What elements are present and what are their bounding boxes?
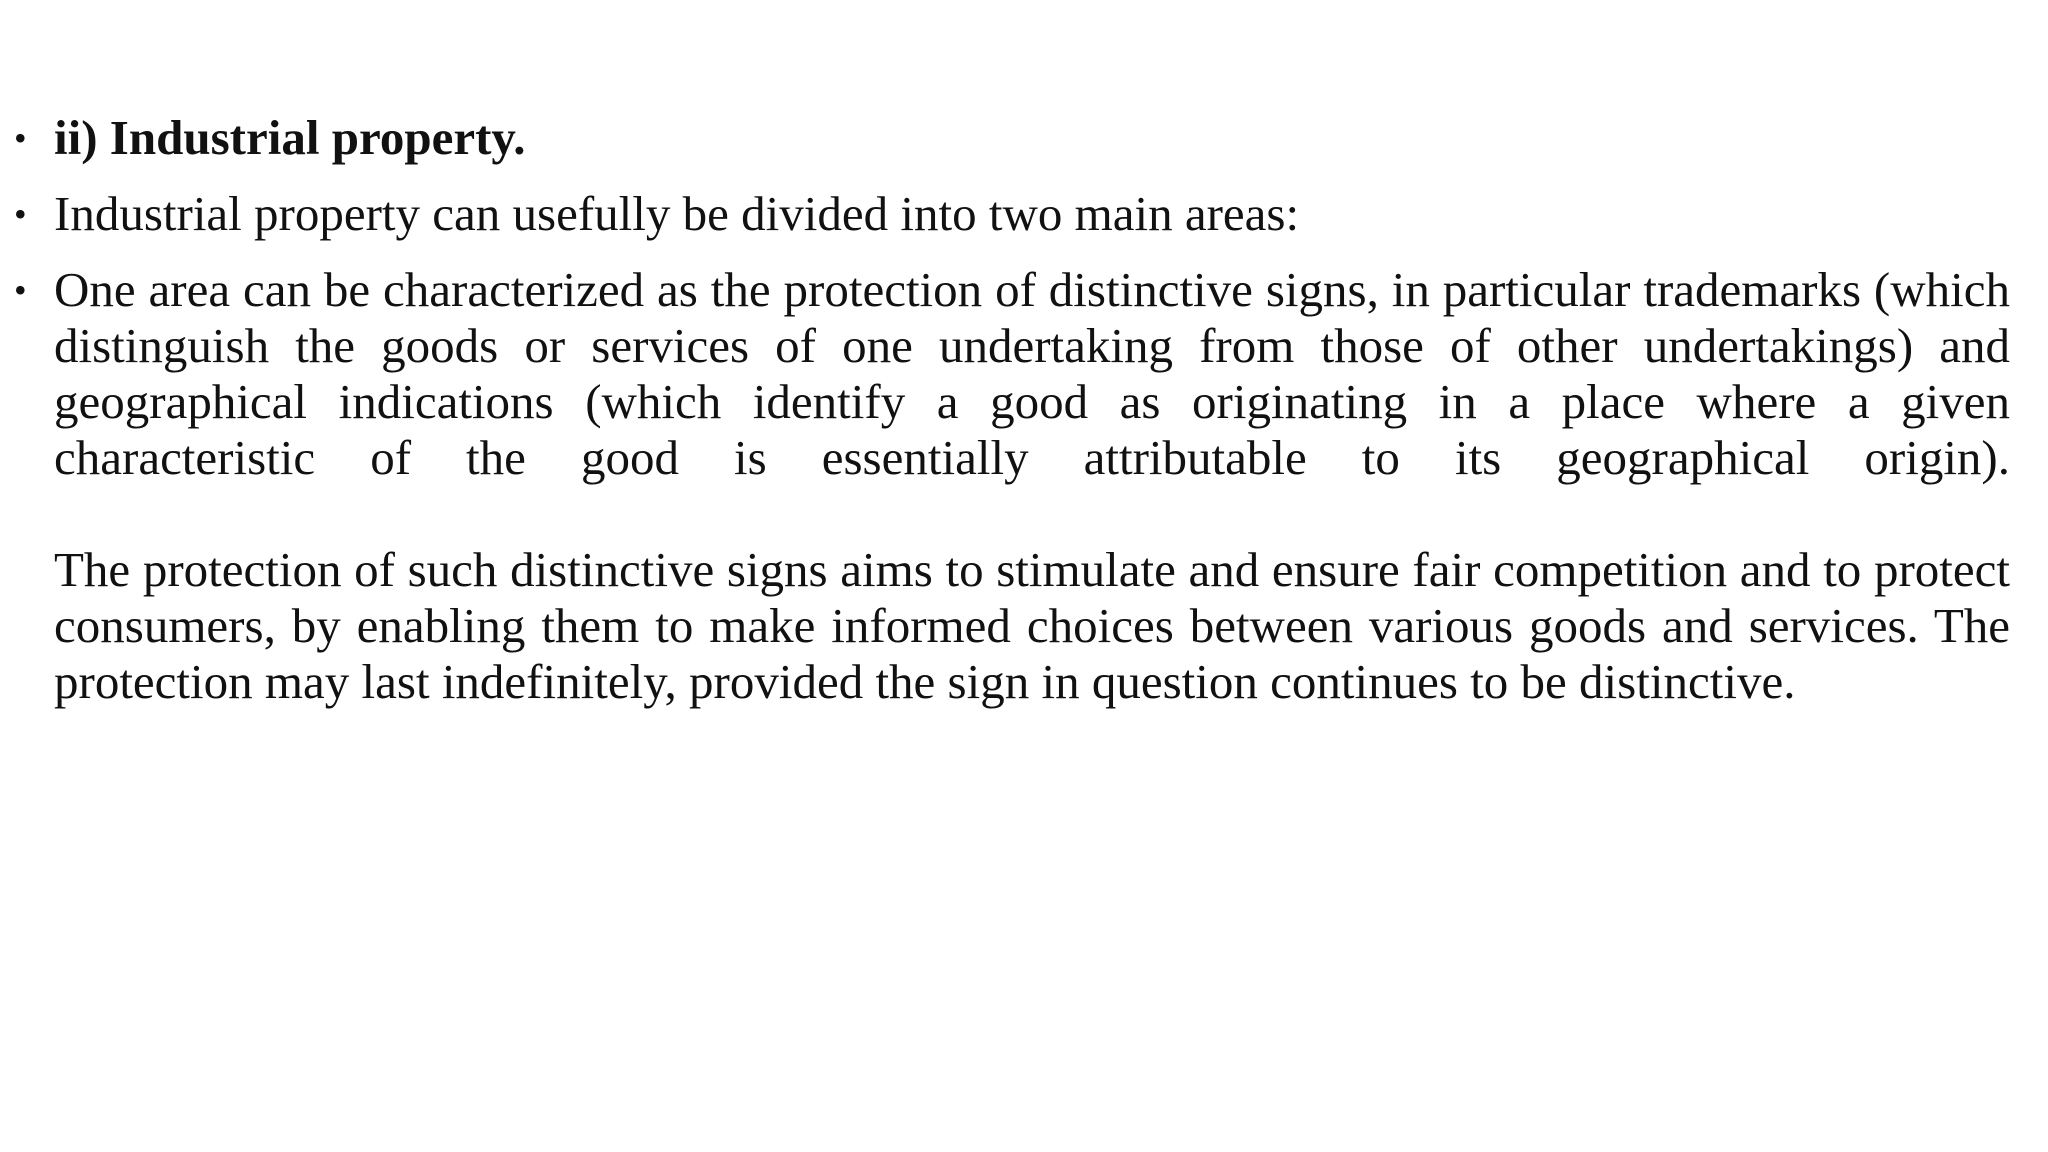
bullet-list	[14, 110, 2010, 730]
bullet-dot-icon: •	[14, 194, 27, 234]
intro-text: Industrial property can usefully be divided into two main areas:	[54, 186, 1300, 241]
bullet-dot-icon: •	[14, 270, 27, 310]
bullet-item-distinctive-signs	[14, 262, 2010, 710]
bullet-item-intro	[14, 186, 2010, 242]
distinctive-signs-paragraph: One area can be characterized as the protection of distinctive signs, in particular trademarks (which distinguish the goods or services of one undertaking from those of other undertakings) and geographical indications (which identify a good as originating in a place where a given characteristic of the good is essentially attributable to its geographical origin).	[54, 262, 2010, 485]
protection-purpose-paragraph: The protection of such distinctive signs aims to stimulate and ensure fair competition and to protect consumers, by enabling them to make informed choices between various goods and services. The protection may last indefinitely, provided the sign in question continues to be distinctive.	[54, 542, 2010, 709]
bullet-dot-icon: •	[14, 118, 27, 158]
section-heading: ii) Industrial property.	[54, 110, 526, 165]
bullet-item-heading	[14, 110, 2010, 166]
paragraph-spacer	[54, 486, 2010, 542]
